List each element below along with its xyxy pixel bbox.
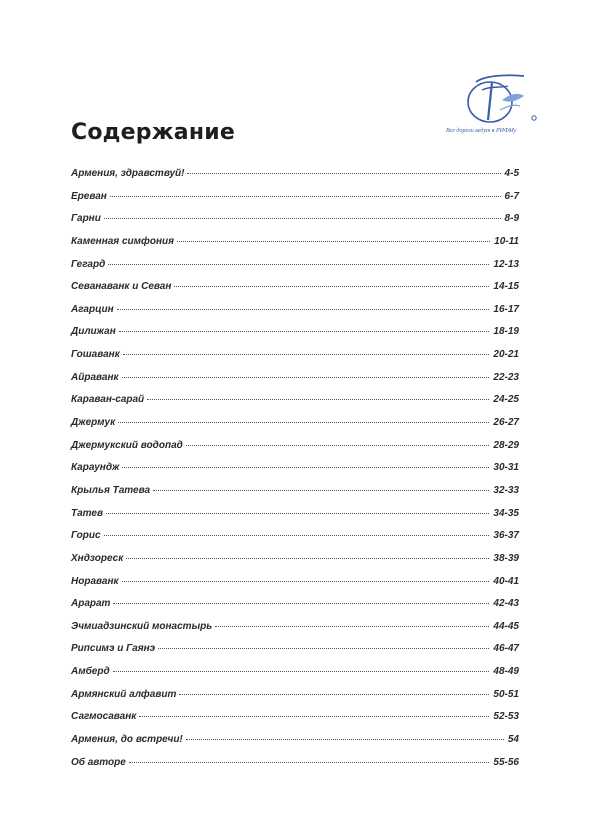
toc-entry-title: Агарцин	[71, 303, 114, 315]
toc-entry-title: Севанаванк и Севан	[71, 281, 172, 293]
toc-entry[interactable]	[71, 394, 519, 417]
dot-leader	[104, 218, 501, 219]
toc-entry-title: Об авторе	[71, 756, 126, 768]
dot-leader	[110, 196, 501, 197]
toc-entry[interactable]	[71, 689, 519, 712]
dot-leader	[126, 558, 489, 559]
dot-leader	[122, 467, 489, 468]
toc-entry-pages: 32-33	[493, 484, 519, 496]
toc-entry[interactable]	[71, 259, 519, 282]
toc-entry[interactable]	[71, 643, 519, 666]
toc-entry-title: Джермукский водопад	[71, 439, 183, 451]
toc-entry-title: Каменная симфония	[71, 235, 175, 247]
toc-entry-title: Армения, до встречи!	[71, 734, 183, 746]
dot-leader	[106, 513, 489, 514]
toc-entry-pages: 14-15	[493, 281, 519, 293]
dot-leader	[186, 739, 504, 740]
toc-entry-pages: 34-35	[493, 507, 519, 519]
toc-entry-title: Гошаванк	[71, 349, 120, 361]
toc-entry[interactable]	[71, 326, 519, 349]
dot-leader	[187, 173, 500, 174]
toc-entry-pages: 30-31	[493, 462, 519, 474]
toc-entry-pages: 54	[507, 734, 519, 746]
toc-entry-pages: 46-47	[493, 643, 519, 655]
toc-entry-pages: 55-56	[493, 756, 519, 768]
dot-leader	[215, 626, 489, 627]
toc-entry[interactable]	[71, 462, 519, 485]
toc-entry-pages: 8-9	[504, 213, 519, 225]
dot-leader	[113, 671, 490, 672]
toc-entry-title: Гегард	[71, 258, 106, 270]
toc-entry-title: Амберд	[71, 666, 110, 678]
toc-entry-title: Дилижан	[71, 326, 116, 338]
toc-entry-title: Эчмиадзинский монастырь	[71, 620, 213, 632]
dot-leader	[139, 716, 489, 717]
toc-entry-title: Караван-сарай	[71, 394, 145, 406]
toc-entry-pages: 22-23	[493, 371, 519, 383]
toc-entry[interactable]	[71, 666, 519, 689]
dot-leader	[122, 377, 490, 378]
toc-entry[interactable]	[71, 530, 519, 553]
dot-leader	[119, 331, 490, 332]
toc-entry-title: Горис	[71, 530, 101, 542]
dot-leader	[174, 286, 489, 287]
toc-entry-title: Джермук	[71, 417, 116, 429]
dot-leader	[147, 399, 489, 400]
toc-entry-pages: 28-29	[493, 439, 519, 451]
toc-entry-pages: 52-53	[493, 711, 519, 723]
dot-leader	[153, 490, 489, 491]
toc-entry-title: Айраванк	[71, 371, 119, 383]
toc-entry[interactable]	[71, 711, 519, 734]
toc-entry-title: Сагмосаванк	[71, 711, 137, 723]
toc-entry-title: Ереван	[71, 190, 107, 202]
toc-entry[interactable]	[71, 598, 519, 621]
table-of-contents	[71, 168, 519, 779]
toc-entry-pages: 44-45	[493, 620, 519, 632]
dot-leader	[108, 264, 489, 265]
toc-entry[interactable]	[71, 621, 519, 644]
toc-entry[interactable]	[71, 304, 519, 327]
logo-caption: Все дороги ведут в РИФМу	[446, 128, 517, 134]
toc-entry[interactable]	[71, 417, 519, 440]
toc-entry[interactable]	[71, 576, 519, 599]
logo	[446, 70, 546, 140]
dot-leader	[129, 762, 490, 763]
toc-entry[interactable]	[71, 191, 519, 214]
toc-entry-title: Караундж	[71, 462, 120, 474]
toc-entry-pages: 50-51	[493, 688, 519, 700]
toc-entry-pages: 24-25	[493, 394, 519, 406]
toc-entry-title: Армения, здравствуй!	[71, 168, 185, 179]
toc-entry-pages: 42-43	[493, 598, 519, 610]
toc-entry-pages: 40-41	[493, 575, 519, 587]
toc-entry-pages: 48-49	[493, 666, 519, 678]
dot-leader	[158, 648, 489, 649]
dot-leader	[186, 445, 490, 446]
toc-entry-pages: 12-13	[493, 258, 519, 270]
toc-entry[interactable]	[71, 349, 519, 372]
toc-entry[interactable]	[71, 213, 519, 236]
toc-entry-title: Армянский алфавит	[71, 688, 177, 700]
dot-leader	[177, 241, 490, 242]
toc-entry-pages: 26-27	[493, 417, 519, 429]
toc-entry-pages: 18-19	[493, 326, 519, 338]
toc-entry-title: Хндзореск	[71, 552, 124, 564]
dot-leader	[113, 603, 489, 604]
toc-entry-title: Рипсимэ и Гаянэ	[71, 643, 156, 655]
dot-leader	[123, 354, 490, 355]
toc-entry-title: Арарат	[71, 598, 111, 610]
dot-leader	[104, 535, 490, 536]
toc-entry-pages: 4-5	[504, 168, 519, 179]
toc-entry-title: Татев	[71, 507, 104, 519]
toc-entry-title: Крылья Татева	[71, 484, 151, 496]
toc-entry-pages: 6-7	[504, 190, 519, 202]
toc-entry-pages: 38-39	[493, 552, 519, 564]
logo-mark-icon	[454, 70, 538, 128]
toc-entry[interactable]	[71, 168, 519, 191]
toc-entry[interactable]	[71, 553, 519, 576]
dot-leader	[179, 694, 489, 695]
toc-entry-pages: 16-17	[493, 303, 519, 315]
toc-entry[interactable]	[71, 236, 519, 259]
dot-leader	[117, 309, 490, 310]
toc-entry[interactable]	[71, 281, 519, 304]
toc-entry[interactable]	[71, 485, 519, 508]
toc-entry[interactable]	[71, 372, 519, 395]
toc-entry-title: Гарни	[71, 213, 101, 225]
toc-entry-pages: 36-37	[493, 530, 519, 542]
toc-entry-pages: 10-11	[494, 235, 519, 247]
toc-entry[interactable]	[71, 734, 519, 757]
dot-leader	[122, 581, 490, 582]
page-title: Содержание	[71, 119, 235, 145]
toc-entry-title: Нораванк	[71, 575, 119, 587]
dot-leader	[118, 422, 489, 423]
toc-entry[interactable]	[71, 508, 519, 531]
toc-entry[interactable]	[71, 757, 519, 780]
toc-entry[interactable]	[71, 440, 519, 463]
toc-entry-pages: 20-21	[493, 349, 519, 361]
